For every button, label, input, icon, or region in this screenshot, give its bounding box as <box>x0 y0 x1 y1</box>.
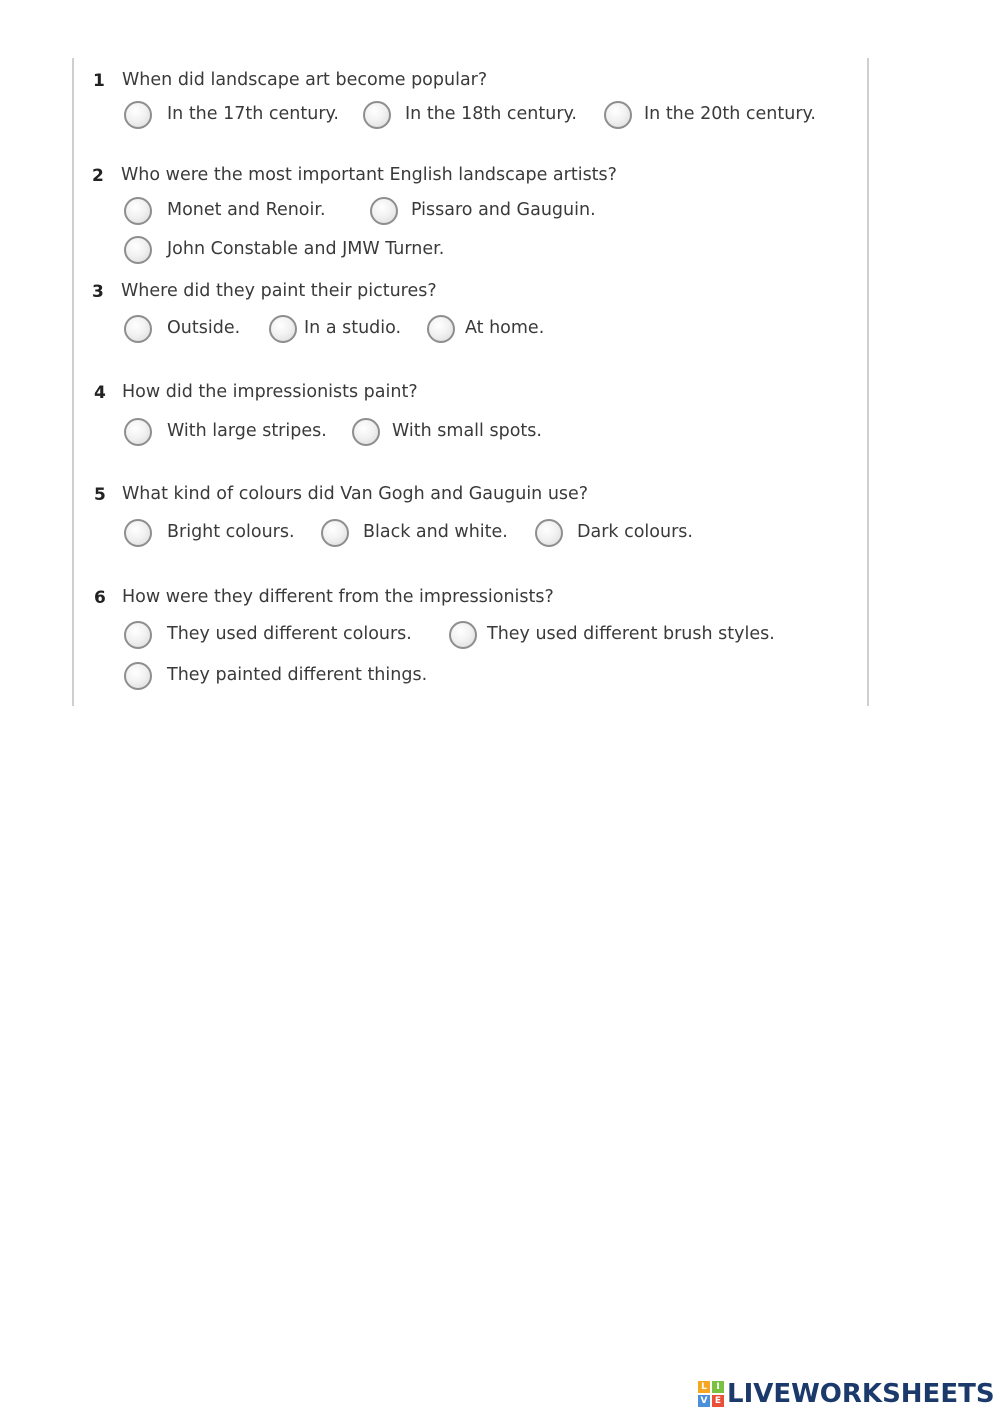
answer-option-label: In the 18th century. <box>405 104 577 124</box>
answer-option-label: Monet and Renoir. <box>167 200 326 220</box>
radio-button-icon[interactable] <box>124 662 152 690</box>
question-number: 3 <box>92 282 104 302</box>
answer-option-label: In a studio. <box>304 318 402 338</box>
question-text: How were they different from the impressionists? <box>122 587 554 607</box>
radio-button-icon[interactable] <box>124 519 152 547</box>
radio-button-icon[interactable] <box>321 519 349 547</box>
radio-button-icon[interactable] <box>370 197 398 225</box>
radio-button-icon[interactable] <box>124 101 152 129</box>
answer-option-label: They used different colours. <box>167 624 412 644</box>
radio-button-icon[interactable] <box>363 101 391 129</box>
panel-right-border <box>867 58 869 706</box>
radio-button-icon[interactable] <box>124 418 152 446</box>
liveworksheets-logo-icon: L I V E <box>698 1381 724 1407</box>
radio-button-icon[interactable] <box>449 621 477 649</box>
radio-button-icon[interactable] <box>535 519 563 547</box>
answer-option-label: Bright colours. <box>167 522 295 542</box>
question-number: 4 <box>94 383 106 403</box>
answer-option-label: They used different brush styles. <box>487 624 775 644</box>
radio-button-icon[interactable] <box>352 418 380 446</box>
radio-button-icon[interactable] <box>124 197 152 225</box>
radio-button-icon[interactable] <box>124 236 152 264</box>
answer-option-label: With small spots. <box>392 421 542 441</box>
answer-option-label: Black and white. <box>363 522 508 542</box>
question-number: 1 <box>93 71 105 91</box>
question-text: What kind of colours did Van Gogh and Gauguin use? <box>122 484 589 504</box>
answer-option-label: They painted different things. <box>167 665 428 685</box>
answer-option-label: Dark colours. <box>577 522 693 542</box>
liveworksheets-logo[interactable] <box>698 1378 995 1410</box>
question-number: 2 <box>92 166 104 186</box>
question-text: How did the impressionists paint? <box>122 382 418 402</box>
answer-option-label: John Constable and JMW Turner. <box>167 239 445 259</box>
logo-text: LIVEWORKSHEETS <box>727 1379 995 1409</box>
radio-button-icon[interactable] <box>427 315 455 343</box>
radio-button-icon[interactable] <box>124 315 152 343</box>
radio-button-icon[interactable] <box>604 101 632 129</box>
answer-option-label: In the 17th century. <box>167 104 339 124</box>
radio-button-icon[interactable] <box>269 315 297 343</box>
answer-option-label: In the 20th century. <box>644 104 816 124</box>
question-text: When did landscape art become popular? <box>122 70 488 90</box>
radio-button-icon[interactable] <box>124 621 152 649</box>
answer-option-label: With large stripes. <box>167 421 327 441</box>
question-number: 5 <box>94 485 106 505</box>
question-text: Who were the most important English landscape artists? <box>121 165 617 185</box>
question-text: Where did they paint their pictures? <box>121 281 437 301</box>
panel-left-border <box>72 58 74 706</box>
answer-option-label: Outside. <box>167 318 241 338</box>
answer-option-label: Pissaro and Gauguin. <box>411 200 596 220</box>
question-number: 6 <box>94 588 106 608</box>
answer-option-label: At home. <box>465 318 545 338</box>
